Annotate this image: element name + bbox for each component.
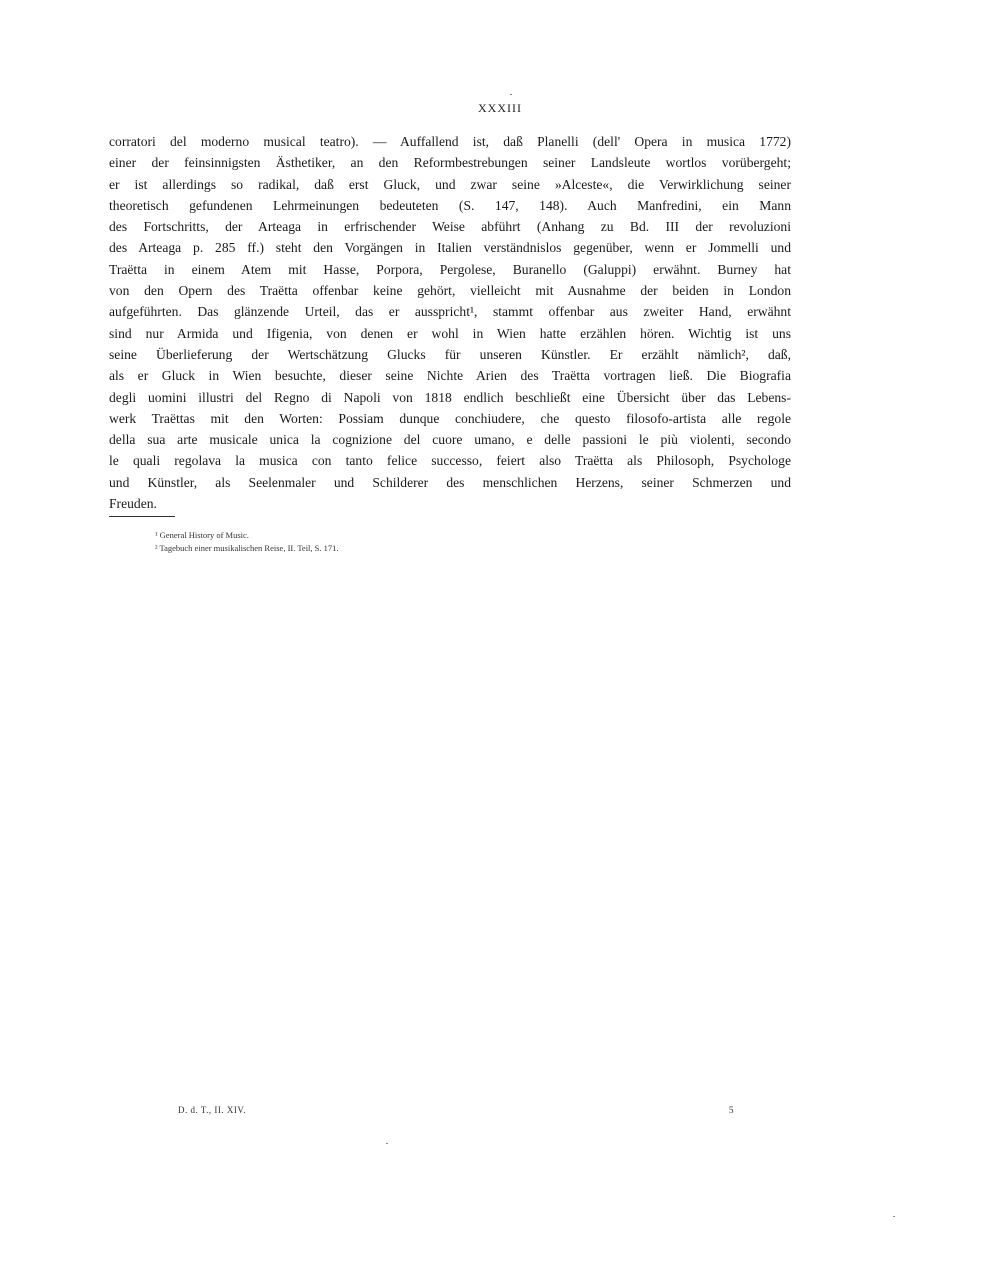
- text-line: als er Gluck in Wien besuchte, dieser seine Nichte Arien des Traëtta vortragen ließ. Die Biografia: [109, 368, 791, 384]
- scan-speck: [386, 1143, 388, 1144]
- text-line: della sua arte musicale unica la cognizione del cuore umano, e delle passioni le più violenti, secondo: [109, 432, 791, 448]
- footnote-1: ¹ General History of Music.: [155, 530, 249, 540]
- text-line: und Künstler, als Seelenmaler und Schilderer des menschlichen Herzens, seiner Schmerzen und: [109, 474, 791, 490]
- text-line: werk Traëttas mit den Worten: Possiam dunque conchiudere, che questo filosofo-artista alle regole: [109, 410, 791, 426]
- footnotes: [155, 529, 339, 555]
- text-line: sind nur Armida und Ifigenia, von denen er wohl in Wien hatte erzählen hören. Wichtig ist uns: [109, 325, 791, 341]
- scan-speck: [510, 94, 512, 95]
- scan-speck: [893, 1216, 895, 1217]
- text-line: theoretisch gefundenen Lehrmeinungen bedeuteten (S. 147, 148). Auch Manfredini, ein Mann: [109, 197, 791, 213]
- sheet-number: 5: [729, 1105, 734, 1115]
- text-line: Traëtta in einem Atem mit Hasse, Porpora, Pergolese, Buranello (Galuppi) erwähnt. Burney hat: [109, 261, 791, 277]
- text-line: des Fortschritts, der Arteaga in erfrischender Weise abführt (Anhang zu Bd. III der revoluzioni: [109, 219, 791, 235]
- text-line: von den Opern des Traëtta offenbar keine gehört, vielleicht mit Ausnahme der beiden in London: [109, 283, 791, 299]
- text-line: le quali regolava la musica con tanto felice successo, feiert also Traëtta als Philosoph, Psychologe: [109, 453, 791, 469]
- body-text: [109, 131, 791, 514]
- text-line: seine Überlieferung der Wertschätzung Glucks für unseren Künstler. Er erzählt nämlich², daß,: [109, 346, 791, 362]
- text-line: er ist allerdings so radikal, daß erst Gluck, und zwar seine »Alceste«, die Verwirklichung seiner: [109, 176, 791, 192]
- text-line: Freuden.: [109, 496, 157, 512]
- text-line: degli uomini illustri del Regno di Napoli von 1818 endlich beschließt eine Übersicht über das Lebens-: [109, 389, 791, 405]
- text-line: aufgeführten. Das glänzende Urteil, das er ausspricht¹, stammt offenbar aus zweiter Hand, erwähnt: [109, 304, 791, 320]
- footnote-divider: [109, 516, 175, 517]
- text-line: einer der feinsinnigsten Ästhetiker, an den Reformbestrebungen seiner Landsleute wortlos vorübergeht;: [109, 155, 791, 171]
- text-line: des Arteaga p. 285 ff.) steht den Vorgängen in Italien verständnislos gegenüber, wenn er Jommelli und: [109, 240, 791, 256]
- printer-signature: D. d. T., II. XIV.: [178, 1105, 246, 1115]
- footnote-2: ² Tagebuch einer musikalischen Reise, II. Teil, S. 171.: [155, 543, 339, 553]
- page-number: XXXIII: [478, 101, 522, 115]
- text-line: corratori del moderno musical teatro). — Auffallend ist, daß Planelli (dell' Opera in musica 1772): [109, 134, 791, 149]
